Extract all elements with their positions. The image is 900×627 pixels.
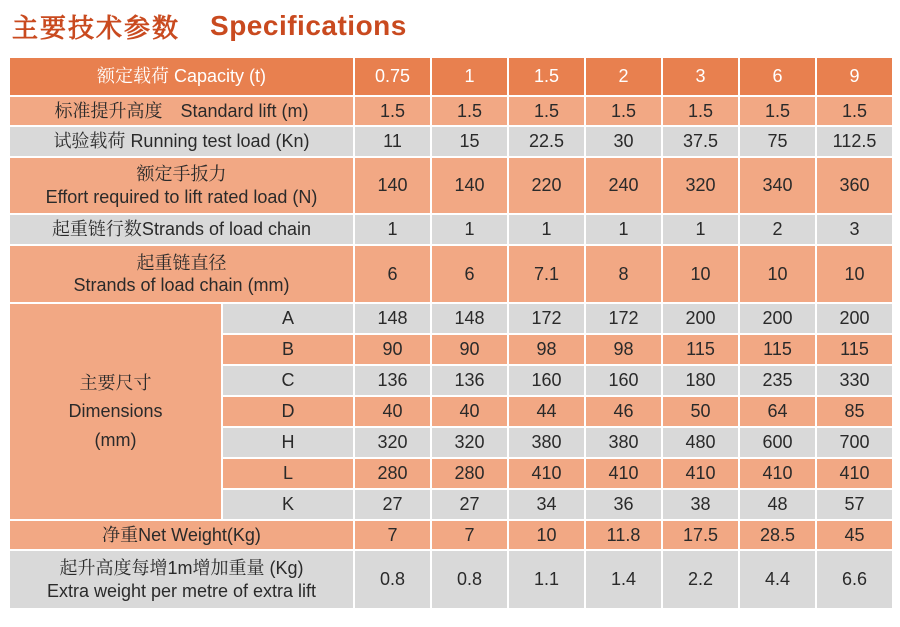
extra-weight-label-text: 起升高度每增1m增加重量 (Kg)	[59, 558, 304, 578]
value-cell: 75	[740, 127, 815, 156]
value-cell: 240	[586, 158, 661, 213]
value-cell: 200	[740, 304, 815, 333]
dimension-key: A	[223, 304, 353, 333]
title-english: Specifications	[210, 10, 407, 41]
dimension-key: D	[223, 397, 353, 426]
value-cell: 85	[817, 397, 892, 426]
value-cell: 90	[432, 335, 507, 364]
value-cell: 1	[432, 215, 507, 244]
value-cell: 180	[663, 366, 738, 395]
effort-row	[10, 158, 892, 213]
value-cell: 28.5	[740, 521, 815, 549]
value-cell: 10	[509, 521, 584, 549]
value-cell: 8	[586, 246, 661, 302]
chain-diameter-row	[10, 246, 892, 302]
value-cell: 98	[509, 335, 584, 364]
effort-label-text: Effort required to lift rated load (N)	[45, 186, 318, 207]
dimensions-label-text: Dimensions	[68, 401, 163, 422]
extra-weight-row	[10, 551, 892, 608]
value-cell: 36	[586, 490, 661, 519]
value-cell: 48	[740, 490, 815, 519]
value-cell: 1.1	[509, 551, 584, 608]
value-cell: 30	[586, 127, 661, 156]
strands-label	[10, 215, 353, 244]
value-cell: 480	[663, 428, 738, 457]
chain-diameter-label	[10, 246, 353, 302]
value-cell: 0.8	[355, 551, 430, 608]
value-cell: 115	[740, 335, 815, 364]
dimension-key: K	[223, 490, 353, 519]
test-load-label	[10, 127, 353, 156]
value-cell: 7	[432, 521, 507, 549]
value-cell: 600	[740, 428, 815, 457]
value-cell: 3	[663, 58, 738, 95]
value-cell: 98	[586, 335, 661, 364]
value-cell: 17.5	[663, 521, 738, 549]
value-cell: 7.1	[509, 246, 584, 302]
value-cell: 1	[432, 58, 507, 95]
value-cell: 410	[509, 459, 584, 488]
value-cell: 50	[663, 397, 738, 426]
value-cell: 148	[432, 304, 507, 333]
value-cell: 136	[432, 366, 507, 395]
dimensions-label-text: (mm)	[94, 429, 137, 450]
dimension-key: C	[223, 366, 353, 395]
value-cell: 340	[740, 158, 815, 213]
value-cell: 0.8	[432, 551, 507, 608]
value-cell: 6	[432, 246, 507, 302]
dimension-key: B	[223, 335, 353, 364]
value-cell: 10	[663, 246, 738, 302]
chain-diameter-label-text: Strands of load chain (mm)	[73, 275, 290, 295]
value-cell: 2	[586, 58, 661, 95]
value-cell: 140	[432, 158, 507, 213]
title-chinese: 主要技术参数	[12, 13, 181, 44]
dimensions-label	[10, 304, 221, 519]
dimensions-label-text: 主要尺寸	[79, 372, 152, 393]
standard-lift-label-text: 标准提升高度 Standard lift (m)	[54, 100, 309, 121]
value-cell: 700	[817, 428, 892, 457]
value-cell: 40	[432, 397, 507, 426]
dimension-key: H	[223, 428, 353, 457]
value-cell: 1.5	[509, 97, 584, 125]
dimension-key: L	[223, 459, 353, 488]
value-cell: 34	[509, 490, 584, 519]
value-cell: 200	[663, 304, 738, 333]
net-weight-label	[10, 521, 353, 549]
test-load-row	[10, 127, 892, 156]
value-cell: 40	[355, 397, 430, 426]
value-cell: 1	[509, 215, 584, 244]
value-cell: 1.5	[740, 97, 815, 125]
value-cell: 1.4	[586, 551, 661, 608]
value-cell: 11.8	[586, 521, 661, 549]
value-cell: 160	[509, 366, 584, 395]
page-title	[12, 4, 407, 48]
capacity-row	[10, 58, 892, 95]
value-cell: 7	[355, 521, 430, 549]
value-cell: 1	[663, 215, 738, 244]
value-cell: 410	[817, 459, 892, 488]
value-cell: 1.5	[509, 58, 584, 95]
dimension-row-a	[10, 304, 892, 333]
value-cell: 6	[740, 58, 815, 95]
capacity-label	[10, 58, 353, 95]
extra-weight-label	[10, 551, 353, 608]
value-cell: 220	[509, 158, 584, 213]
value-cell: 320	[355, 428, 430, 457]
value-cell: 45	[817, 521, 892, 549]
test-load-label-text: 试验载荷 Running test load (Kn)	[53, 131, 310, 152]
specifications-table	[8, 56, 894, 610]
value-cell: 6.6	[817, 551, 892, 608]
value-cell: 10	[817, 246, 892, 302]
value-cell: 1.5	[663, 97, 738, 125]
capacity-label-text: 额定载荷 Capacity (t)	[96, 66, 267, 87]
value-cell: 112.5	[817, 127, 892, 156]
value-cell: 148	[355, 304, 430, 333]
value-cell: 140	[355, 158, 430, 213]
value-cell: 27	[355, 490, 430, 519]
strands-label-text: 起重链行数Strands of load chain	[51, 219, 312, 240]
value-cell: 37.5	[663, 127, 738, 156]
value-cell: 6	[355, 246, 430, 302]
value-cell: 172	[586, 304, 661, 333]
value-cell: 320	[663, 158, 738, 213]
value-cell: 1.5	[355, 97, 430, 125]
value-cell: 22.5	[509, 127, 584, 156]
value-cell: 136	[355, 366, 430, 395]
value-cell: 1.5	[586, 97, 661, 125]
value-cell: 235	[740, 366, 815, 395]
effort-label-text: 额定手扳力	[136, 164, 227, 184]
value-cell: 410	[740, 459, 815, 488]
value-cell: 38	[663, 490, 738, 519]
value-cell: 57	[817, 490, 892, 519]
strands-row	[10, 215, 892, 244]
value-cell: 320	[432, 428, 507, 457]
value-cell: 380	[586, 428, 661, 457]
value-cell: 64	[740, 397, 815, 426]
value-cell: 360	[817, 158, 892, 213]
value-cell: 280	[432, 459, 507, 488]
value-cell: 44	[509, 397, 584, 426]
value-cell: 27	[432, 490, 507, 519]
chain-diameter-label-text: 起重链直径	[136, 252, 227, 273]
value-cell: 1	[586, 215, 661, 244]
value-cell: 172	[509, 304, 584, 333]
effort-label	[10, 158, 353, 213]
value-cell: 15	[432, 127, 507, 156]
value-cell: 11	[355, 127, 430, 156]
value-cell: 90	[355, 335, 430, 364]
value-cell: 115	[663, 335, 738, 364]
value-cell: 9	[817, 58, 892, 95]
value-cell: 10	[740, 246, 815, 302]
value-cell: 380	[509, 428, 584, 457]
value-cell: 115	[817, 335, 892, 364]
value-cell: 280	[355, 459, 430, 488]
value-cell: 1.5	[817, 97, 892, 125]
value-cell: 1	[355, 215, 430, 244]
extra-weight-label-text: Extra weight per metre of extra lift	[46, 580, 317, 601]
value-cell: 3	[817, 215, 892, 244]
value-cell: 4.4	[740, 551, 815, 608]
value-cell: 200	[817, 304, 892, 333]
net-weight-row	[10, 521, 892, 549]
net-weight-label-text: 净重Net Weight(Kg)	[102, 524, 261, 545]
standard-lift-row	[10, 97, 892, 125]
value-cell: 46	[586, 397, 661, 426]
value-cell: 410	[586, 459, 661, 488]
value-cell: 160	[586, 366, 661, 395]
value-cell: 410	[663, 459, 738, 488]
value-cell: 1.5	[432, 97, 507, 125]
value-cell: 2.2	[663, 551, 738, 608]
value-cell: 0.75	[355, 58, 430, 95]
value-cell: 330	[817, 366, 892, 395]
standard-lift-label	[10, 97, 353, 125]
value-cell: 2	[740, 215, 815, 244]
